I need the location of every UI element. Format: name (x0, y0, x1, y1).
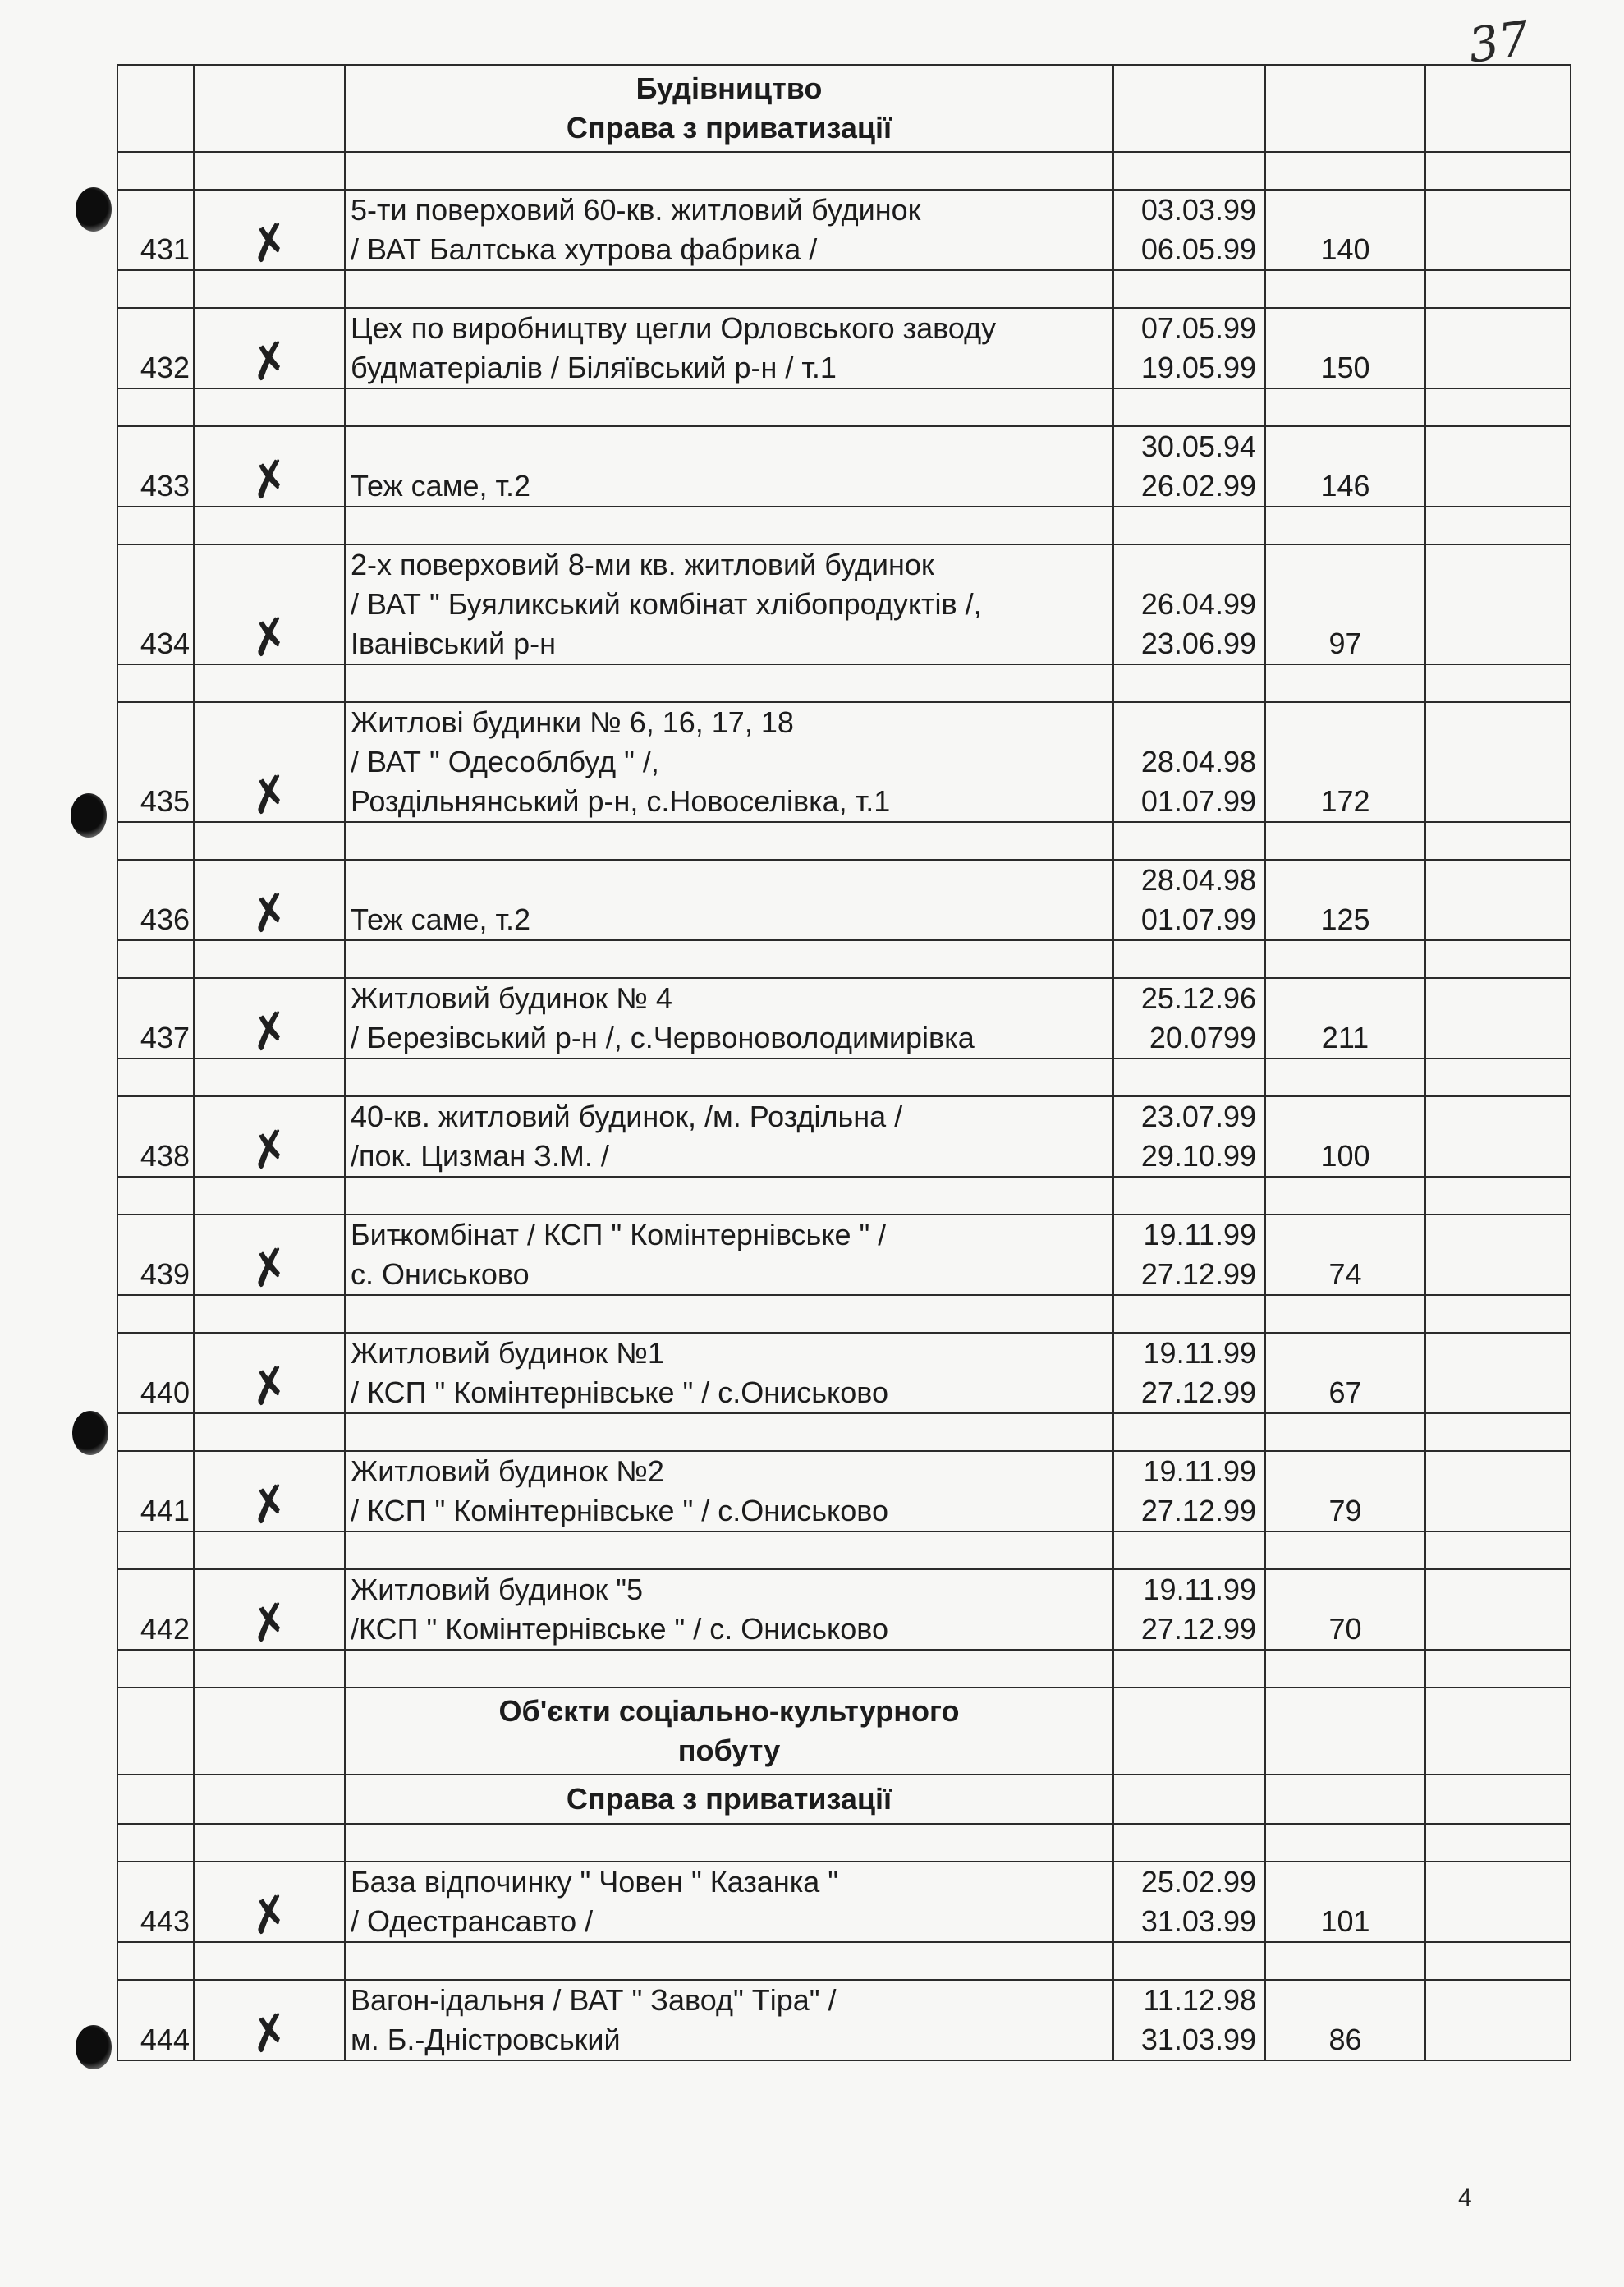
check-mark-cell (194, 1096, 345, 1182)
note-cell (1425, 1451, 1571, 1532)
spacer-row (117, 664, 1571, 702)
sheet-count: 146 (1265, 426, 1425, 507)
start-date: 11.12.98 (1143, 1983, 1256, 2017)
item-number: 441 (117, 1451, 194, 1532)
start-date: 19.11.99 (1143, 1218, 1256, 1251)
title-line: / Одестрансавто / (351, 1904, 594, 1938)
spacer-row (117, 1413, 1571, 1451)
spacer-row (117, 1532, 1571, 1569)
note-cell (1425, 1569, 1571, 1650)
end-date: 31.03.99 (1140, 2023, 1256, 2056)
handwritten-x-mark-icon: ✗ (244, 329, 295, 393)
start-date: 19.11.99 (1143, 1573, 1256, 1606)
note-cell (1425, 1096, 1571, 1177)
check-mark-cell (194, 544, 345, 669)
sheet-count: 79 (1265, 1451, 1425, 1532)
punch-hole-icon (76, 187, 112, 232)
item-dates (1113, 1569, 1265, 1650)
item-number: 442 (117, 1569, 194, 1650)
inventory-row (117, 1862, 1571, 1942)
item-title (345, 978, 1113, 1059)
sheet-count: 211 (1265, 978, 1425, 1059)
title-line: / ВАТ Балтська хутрова фабрика / (351, 232, 818, 266)
handwritten-x-mark-icon: ✗ (244, 211, 295, 275)
handwritten-x-mark-icon: ✗ (244, 1472, 295, 1536)
spacer-row (117, 1059, 1571, 1096)
title-line: Житловий будинок "5 (351, 1573, 644, 1606)
end-date: 27.12.99 (1140, 1612, 1256, 1646)
section-subtitle: Справа з приватизації (566, 111, 892, 145)
section-title: Будівництво (635, 71, 823, 105)
inventory-row (117, 1451, 1571, 1532)
spacer-row (117, 1295, 1571, 1333)
sheet-count: 70 (1265, 1569, 1425, 1650)
item-dates (1113, 544, 1265, 664)
inventory-row (117, 308, 1571, 388)
sheet-count: 140 (1265, 190, 1425, 270)
item-number: 434 (117, 544, 194, 664)
end-date: 20.0799 (1149, 1021, 1256, 1054)
inventory-table (117, 64, 1571, 2065)
title-line: /пок. Цизман З.М. / (351, 1139, 609, 1173)
note-cell (1425, 978, 1571, 1059)
item-title (345, 860, 1113, 940)
check-mark-cell (194, 1569, 345, 1655)
title-line: База відпочинку " Човен " Казанка " (351, 1865, 839, 1899)
title-line: Житлові будинки № 6, 16, 17, 18 (351, 705, 794, 739)
title-line: Бит̶комбінат / КСП " Комінтернівське " / (351, 1218, 887, 1251)
item-dates (1113, 702, 1265, 822)
item-number: 433 (117, 426, 194, 507)
end-date: 26.02.99 (1140, 469, 1256, 503)
item-dates (1113, 308, 1265, 388)
inventory-row (117, 1333, 1571, 1413)
note-cell (1425, 426, 1571, 507)
section-header-row (117, 65, 1571, 152)
check-mark-cell (194, 1333, 345, 1418)
check-mark-cell (194, 1980, 345, 2065)
note-cell (1425, 1980, 1571, 2060)
check-mark-cell (194, 426, 345, 512)
item-number: 443 (117, 1862, 194, 1942)
section-heading (345, 1688, 1113, 1775)
end-date: 01.07.99 (1140, 784, 1256, 818)
handwritten-x-mark-icon: ✗ (244, 999, 295, 1063)
title-line: Житловий будинок № 4 (351, 981, 672, 1015)
end-date: 27.12.99 (1140, 1375, 1256, 1409)
item-number: 444 (117, 1980, 194, 2060)
handwritten-x-mark-icon: ✗ (244, 2001, 295, 2065)
start-date: 28.04.98 (1140, 863, 1256, 897)
spacer-row (117, 388, 1571, 426)
spacer-row (117, 1824, 1571, 1862)
spacer-row (117, 152, 1571, 190)
inventory-row (117, 190, 1571, 270)
title-line: /КСП " Комінтернівське " / с. Ониськово (351, 1612, 888, 1646)
end-date: 27.12.99 (1140, 1257, 1256, 1291)
sheet-count: 150 (1265, 308, 1425, 388)
punch-hole-icon (76, 2025, 112, 2069)
item-title (345, 1569, 1113, 1650)
note-cell (1425, 544, 1571, 664)
title-line: будматеріалів / Біляївський р-н / т.1 (351, 351, 837, 384)
spacer-row (117, 270, 1571, 308)
item-title (345, 426, 1113, 507)
section-subheader-row (117, 1775, 1571, 1824)
inventory-row (117, 1096, 1571, 1177)
title-line: / КСП " Комінтернівське " / с.Ониськово (351, 1375, 888, 1409)
handwritten-x-mark-icon: ✗ (244, 605, 295, 669)
item-dates (1113, 1215, 1265, 1295)
inventory-row (117, 1980, 1571, 2060)
section-heading (345, 65, 1113, 152)
punch-hole-icon (72, 1411, 108, 1455)
inventory-row (117, 544, 1571, 664)
start-date: 25.02.99 (1140, 1865, 1256, 1899)
title-line: 5-ти поверховий 60-кв. житловий будинок (351, 193, 921, 227)
section-title: Об'єкти соціально-культурного (498, 1694, 960, 1728)
inventory-row (117, 426, 1571, 507)
sheet-count: 74 (1265, 1215, 1425, 1295)
end-date: 01.07.99 (1140, 902, 1256, 936)
check-mark-cell (194, 978, 345, 1063)
note-cell (1425, 1862, 1571, 1942)
handwritten-x-mark-icon: ✗ (244, 763, 295, 827)
title-line: с. Ониськово (351, 1257, 530, 1291)
end-date: 23.06.99 (1140, 627, 1256, 660)
item-dates (1113, 860, 1265, 940)
section-subtitle: Справа з приватизації (345, 1775, 1113, 1824)
handwritten-x-mark-icon: ✗ (244, 1883, 295, 1947)
start-date: 23.07.99 (1140, 1100, 1256, 1133)
handwritten-x-mark-icon: ✗ (244, 448, 295, 512)
item-number: 431 (117, 190, 194, 270)
start-date: 19.11.99 (1143, 1336, 1256, 1370)
item-title (345, 1862, 1113, 1942)
handwritten-x-mark-icon: ✗ (244, 1591, 295, 1655)
note-cell (1425, 1333, 1571, 1413)
handwritten-x-mark-icon: ✗ (244, 1118, 295, 1182)
item-title (345, 1333, 1113, 1413)
spacer-row (117, 1650, 1571, 1688)
end-date: 19.05.99 (1140, 351, 1256, 384)
start-date: 19.11.99 (1143, 1454, 1256, 1488)
end-date: 31.03.99 (1140, 1904, 1256, 1938)
check-mark-cell (194, 308, 345, 393)
title-line: Роздільнянський р-н, с.Новоселівка, т.1 (351, 784, 891, 818)
title-line: Вагон-ідальня / ВАТ " Завод" Тіра" / (351, 1983, 837, 2017)
inventory-row (117, 1215, 1571, 1295)
end-date: 06.05.99 (1140, 232, 1256, 266)
sheet-count: 100 (1265, 1096, 1425, 1177)
note-cell (1425, 702, 1571, 822)
spacer-row (117, 940, 1571, 978)
section-header-row (117, 1688, 1571, 1775)
start-date: 25.12.96 (1140, 981, 1256, 1015)
inventory-row (117, 978, 1571, 1059)
note-cell (1425, 1215, 1571, 1295)
title-line: 2-х поверховий 8-ми кв. житловий будинок (351, 548, 934, 581)
title-line: 40-кв. житловий будинок, /м. Роздільна / (351, 1100, 903, 1133)
title-line: / КСП " Комінтернівське " / с.Ониськово (351, 1494, 888, 1527)
spacer-row (117, 507, 1571, 544)
item-dates (1113, 1096, 1265, 1177)
handwritten-folio-number: 37 (1465, 10, 1533, 74)
note-cell (1425, 190, 1571, 270)
item-title (345, 1215, 1113, 1295)
title-line: Іванівський р-н (351, 627, 556, 660)
item-dates (1113, 1862, 1265, 1942)
item-number: 440 (117, 1333, 194, 1413)
item-title (345, 190, 1113, 270)
title-line: Цех по виробництву цегли Орловського заводу (351, 311, 997, 345)
item-title (345, 308, 1113, 388)
start-date: 07.05.99 (1140, 311, 1256, 345)
sheet-count: 101 (1265, 1862, 1425, 1942)
inventory-row (117, 702, 1571, 822)
inventory-row (117, 860, 1571, 940)
sheet-count: 86 (1265, 1980, 1425, 2060)
item-dates (1113, 1451, 1265, 1532)
sheet-count: 125 (1265, 860, 1425, 940)
title-line: / ВАТ " Одесоблбуд " /, (351, 745, 659, 778)
item-dates (1113, 1980, 1265, 2060)
handwritten-x-mark-icon: ✗ (244, 881, 295, 945)
item-dates (1113, 978, 1265, 1059)
check-mark-cell (194, 190, 345, 275)
title-line: Теж саме, т.2 (351, 469, 530, 503)
end-date: 27.12.99 (1140, 1494, 1256, 1527)
check-mark-cell (194, 860, 345, 945)
check-mark-cell (194, 1862, 345, 1947)
punch-hole-icon (71, 793, 107, 838)
title-line: Житловий будинок №2 (351, 1454, 664, 1488)
title-line: Житловий будинок №1 (351, 1336, 664, 1370)
item-title (345, 1980, 1113, 2060)
sheet-count: 172 (1265, 702, 1425, 822)
end-date: 29.10.99 (1140, 1139, 1256, 1173)
handwritten-x-mark-icon: ✗ (244, 1236, 295, 1300)
item-dates (1113, 426, 1265, 507)
item-number: 435 (117, 702, 194, 822)
sheet-count: 97 (1265, 544, 1425, 664)
title-line: / ВАТ " Буяликський комбінат хлібопродуктів /, (351, 587, 982, 621)
spacer-row (117, 822, 1571, 860)
title-line: м. Б.-Дністровський (351, 2023, 621, 2056)
start-date: 03.03.99 (1140, 193, 1256, 227)
check-mark-cell (194, 1451, 345, 1536)
start-date: 30.05.94 (1140, 429, 1256, 463)
item-number: 438 (117, 1096, 194, 1177)
item-dates (1113, 1333, 1265, 1413)
item-title (345, 1096, 1113, 1177)
item-number: 439 (117, 1215, 194, 1295)
title-line: / Березівський р-н /, с.Червоноволодимирівка (351, 1021, 975, 1054)
section-title-continued: побуту (677, 1734, 781, 1767)
item-title (345, 544, 1113, 664)
item-title (345, 1451, 1113, 1532)
item-number: 437 (117, 978, 194, 1059)
title-line: Теж саме, т.2 (351, 902, 530, 936)
item-number: 432 (117, 308, 194, 388)
note-cell (1425, 308, 1571, 388)
item-dates (1113, 190, 1265, 270)
page-number: 4 (1458, 2184, 1472, 2211)
item-title (345, 702, 1113, 822)
spacer-row (117, 1942, 1571, 1980)
start-date: 28.04.98 (1140, 745, 1256, 778)
inventory-row (117, 1569, 1571, 1650)
note-cell (1425, 860, 1571, 940)
start-date: 26.04.99 (1140, 587, 1256, 621)
check-mark-cell (194, 1215, 345, 1300)
handwritten-x-mark-icon: ✗ (244, 1354, 295, 1418)
check-mark-cell (194, 702, 345, 827)
item-number: 436 (117, 860, 194, 940)
spacer-row (117, 1177, 1571, 1215)
sheet-count: 67 (1265, 1333, 1425, 1413)
